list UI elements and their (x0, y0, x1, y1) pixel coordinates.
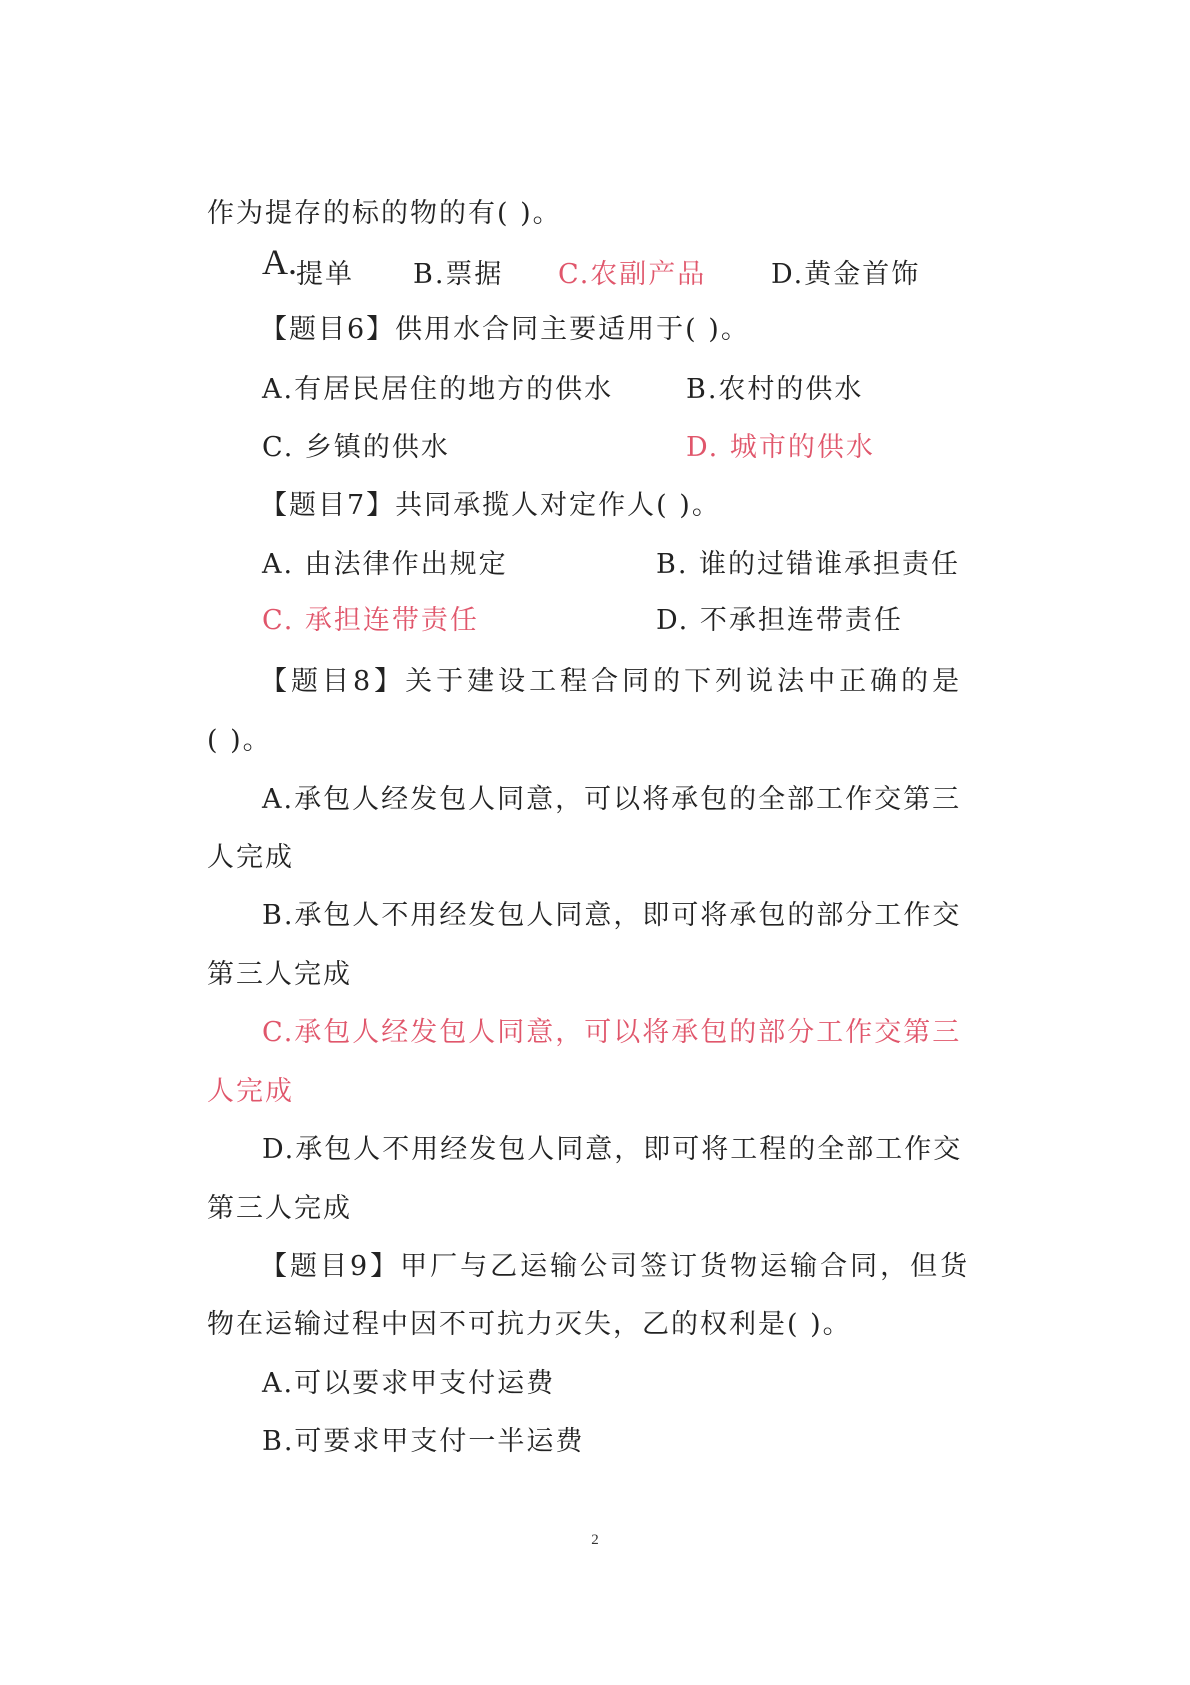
question-6-option-c: C. 乡镇的供水 (262, 432, 450, 463)
question-8-option-c-line2-correct: 人完成 (207, 1076, 294, 1107)
question-9-option-b: B.可要求甲支付一半运费 (262, 1426, 585, 1457)
question-8-stem-line1: 【题目8】关于建设工程合同的下列说法中正确的是 (260, 666, 964, 697)
question-8-stem-line2: ( )。 (207, 725, 272, 756)
question-8-option-b-line1: B.承包人不用经发包人同意，即可将承包的部分工作交 (262, 900, 962, 931)
question-8-option-d-line1: D.承包人不用经发包人同意，即可将工程的全部工作交 (262, 1134, 963, 1165)
question-5-option-d: D.黄金首饰 (771, 259, 921, 290)
question-5-stem: 作为提存的标的物的有( )。 (207, 198, 562, 229)
question-5-option-b: B.票据 (413, 259, 504, 290)
question-9-option-a: A.可以要求甲支付运费 (262, 1368, 556, 1399)
question-7-option-a: A. 由法律作出规定 (262, 549, 508, 580)
question-9-stem-line1: 【题目9】甲厂与乙运输公司签订货物运输合同，但货 (260, 1251, 971, 1282)
question-9-stem-line2: 物在运输过程中因不可抗力灭失，乙的权利是( )。 (207, 1309, 852, 1340)
question-6-option-a: A.有居民居住的地方的供水 (262, 374, 614, 405)
question-7-option-d: D. 不承担连带责任 (656, 605, 903, 636)
question-7-option-c-correct: C. 承担连带责任 (262, 605, 479, 636)
question-5-option-a: 提单 (296, 259, 354, 290)
question-8-option-d-line2: 第三人完成 (207, 1193, 352, 1224)
question-8-option-a-line1: A.承包人经发包人同意，可以将承包的全部工作交第三 (262, 784, 962, 815)
question-5-option-a-letter: A. (262, 242, 297, 282)
question-8-option-c-line1-correct: C.承包人经发包人同意，可以将承包的部分工作交第三 (262, 1017, 962, 1048)
question-7-option-b: B. 谁的过错谁承担责任 (656, 549, 961, 580)
question-6-option-b: B.农村的供水 (686, 374, 864, 405)
question-7-stem: 【题目7】共同承揽人对定作人( )。 (260, 490, 721, 521)
question-6-option-d-correct: D. 城市的供水 (686, 432, 875, 463)
question-8-option-b-line2: 第三人完成 (207, 959, 352, 990)
question-6-stem: 【题目6】供用水合同主要适用于( )。 (260, 314, 750, 345)
question-8-option-a-line2: 人完成 (207, 842, 294, 873)
question-5-option-c-correct: C.农副产品 (558, 259, 707, 290)
page-number: 2 (591, 1532, 599, 1548)
